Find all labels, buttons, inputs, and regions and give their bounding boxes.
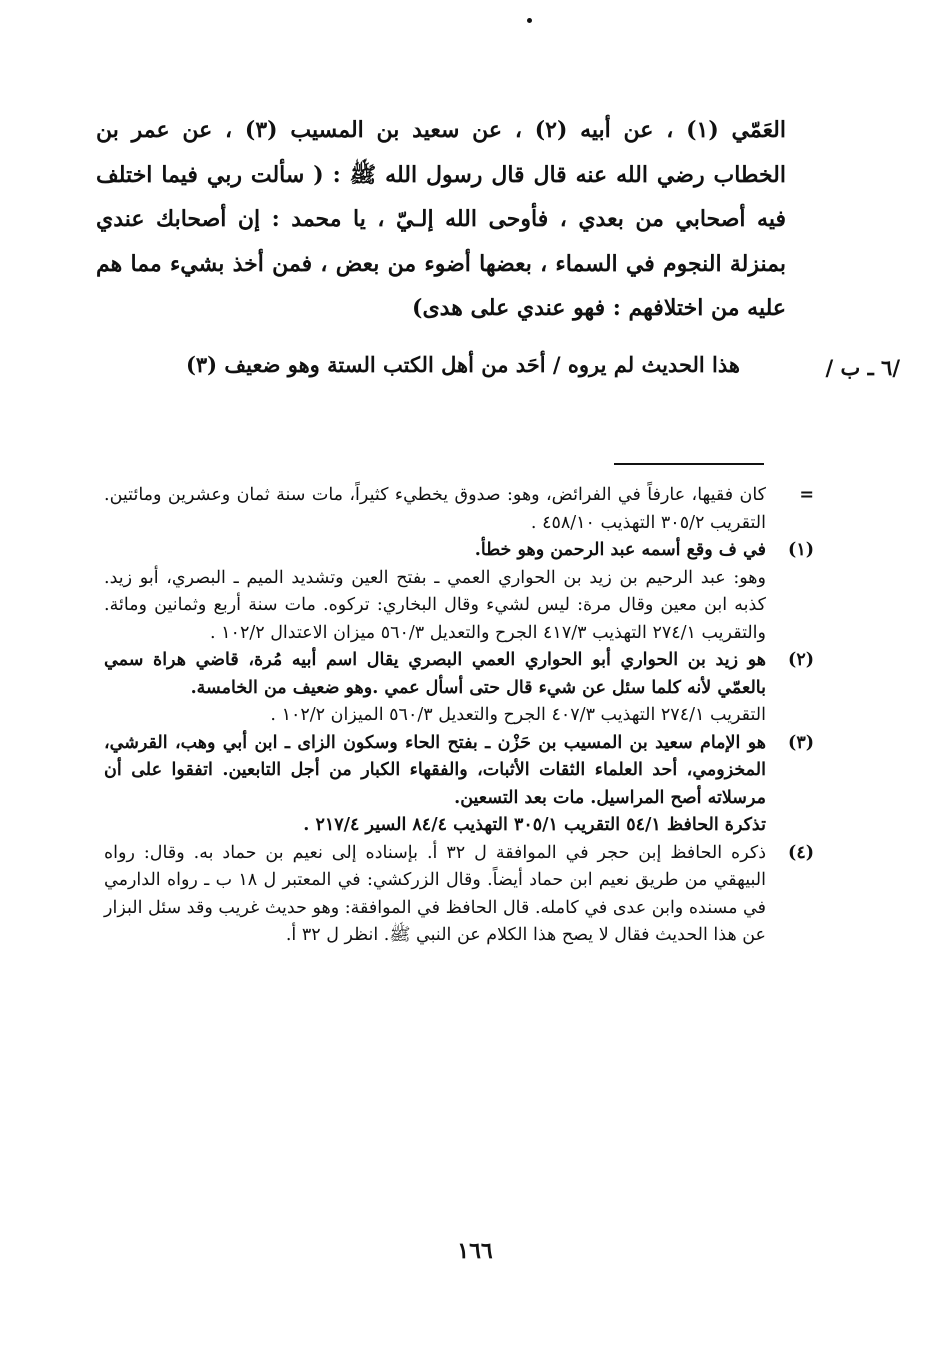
footnote-1 — [104, 537, 814, 565]
footnote-text: هو الإمام سعيد بن المسيب بن حَزْن ـ بفتح الحاء وسكون الزاى ـ ابن أبي وهب، القرشي، المخزومي، أحد العلماء الثقات الأثبات، والفقهاء الكبار من أجل التابعين. اتفقوا على أن مرسلاته أصح المراسيل. مات بعد التسعين. — [104, 732, 766, 808]
page-number: ١٦٦ — [457, 1238, 493, 1264]
footnote-text: في ف وقع أسمه عبد الرحمن وهو خطأ. — [474, 540, 766, 560]
footnote-text: هو زيد بن الحواري أبو الحواري العمي البصري يقال اسم أبيه مُرة، قاضي هراة سمي بالعمّي لأنه كلما سئل عن شيء قال حتى أسأل عمي .وهو ضعيف من الخامسة. — [104, 650, 766, 698]
footnote-mark: (٤) — [788, 842, 814, 863]
footnote-2 — [104, 647, 814, 702]
footnote-3-detail: تذكرة الحافظ ٥٤/١ التقريب ٣٠٥/١ التهذيب ٨٤/٤ السير ٢١٧/٤ . — [303, 815, 766, 835]
footnote-1-detail: وهو: عبد الرحيم بن زيد بن الحواري العمي ـ بفتح العين وتشديد الميم ـ البصري، أبو زيد. كذبه ابن معين وقال مرة: ليس لشيء وقال البخاري: تركوه. مات سنة أربع وثمانين ومائة. والتقريب ٢٧٤/١ التهذيب ٤١٧/٣ الجرح والتعديل ٥٦٠/٣ ميزان الاعتدال ١٠٢/٢ . — [104, 567, 766, 643]
hadith-grading-line: هذا الحديث لم يروه / أحَد من أهل الكتب الستة وهو ضعيف (٣) — [185, 352, 740, 377]
footnote-2-detail: التقريب ٢٧٤/١ التهذيب ٤٠٧/٣ الجرح والتعديل ٥٦٠/٣ الميزان ١٠٢/٢ . — [270, 705, 766, 725]
footnote-text: كان فقيها، عارفاً في الفرائض، وهو: صدوق يخطيء كثيراً، مات سنة ثمان وعشرين ومائتين. التقريب ٣٠٥/٢ التهذيب ٤٥٨/١٠ . — [104, 485, 766, 533]
decorative-dot — [527, 18, 532, 23]
footnotes — [104, 482, 814, 950]
main-paragraph: العَمّي (١) ، عن أبيه (٢) ، عن سعيد بن المسيب (٣) ، عن عمر بن الخطاب رضي الله عنه قال قال رسول الله ﷺ : ( سألت ربي فيما اختلف فيه أصحابي من بعدي ، فأوحى الله إلـيّ ، يا محمد : إن أصحابك عندي بمنزلة النجوم في السماء ، بعضها أضوء من بعض ، فمن أخذ بشيء مما هم عليه من اختلافهم : فهو عندي على هدى) — [96, 117, 786, 321]
footnote-mark: (٢) — [788, 650, 814, 670]
footnote-mark: = — [799, 485, 814, 505]
main-text — [96, 108, 786, 331]
margin-folio-mark: /٦ ـ ب / — [825, 355, 900, 380]
footnote-continuation — [104, 482, 814, 537]
footnote-mark: (١) — [788, 540, 814, 560]
footnote-separator — [614, 463, 764, 465]
footnote-3 — [104, 730, 814, 813]
footnote-text: ذكره الحافظ إبن حجر في الموافقة ل ٣٢ أ. بإسناده إلى نعيم بن حماد به. وقال: رواه البيهقي من طريق نعيم ابن حماد أيضاً. وقال الزركشي: في المعتبر ل ١٨ ب ـ رواه الدارمي في مسنده وابن عدى في كامله. قال الحافظ في الموافقة: وهو حديث غريب وقد سئل البزار عن هذا الحديث فقال لا يصح هذا الكلام عن النبي ﷺ. انظر ل ٣٢ أ. — [104, 842, 766, 945]
footnote-4 — [104, 840, 814, 950]
footnote-mark: (٣) — [788, 732, 814, 753]
